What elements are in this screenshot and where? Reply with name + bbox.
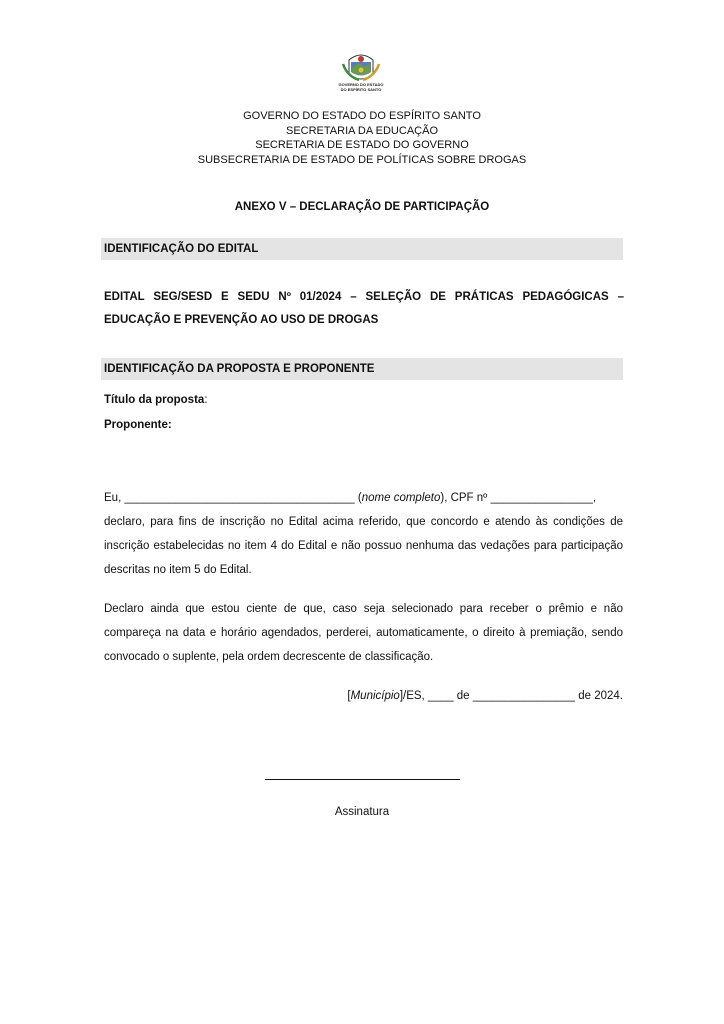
document-header [0, 109, 724, 167]
declaration-paragraph-1 [104, 486, 623, 582]
signature-line [265, 779, 460, 780]
place-date-line [104, 690, 623, 702]
declaration-cpf-blank: ), CPF nº ________________, [440, 492, 597, 504]
proponent-field [104, 419, 172, 431]
annex-title: ANEXO V – DECLARAÇÃO DE PARTICIPAÇÃO [234, 201, 490, 213]
full-name-hint: nome completo [361, 492, 441, 504]
header-line-education: SECRETARIA DA EDUCAÇÃO [286, 124, 438, 137]
municipality-hint: Município [350, 690, 400, 702]
proposal-title-field [104, 394, 208, 406]
declaration-first-line [104, 486, 623, 510]
declaration-name-prefix: Eu, ____________________________________ ( [104, 492, 362, 504]
signature-label: Assinatura [334, 806, 390, 818]
proposal-title-colon: : [204, 394, 208, 406]
declaration-paragraph-2: Declaro ainda que estou ciente de que, caso seja selecionado para receber o prêmio e não compareça na data e horário agendados, perderei, automaticamente, o direito à premiação, sendo convocado o suplente, pela ordem decrescente de classificação. [104, 603, 623, 663]
header-line-subsecretariat: SUBSECRETARIA DE ESTADO DE POLÍTICAS SOBRE DROGAS [197, 153, 527, 166]
dateline-rest: ]/ES, ____ de ________________ de 2024. [399, 690, 623, 702]
declaration-name-blank [104, 486, 596, 510]
section-edital-title: IDENTIFICAÇÃO DO EDITAL [101, 238, 623, 260]
header-line-government: GOVERNO DO ESTADO DO ESPÍRITO SANTO [243, 110, 481, 122]
declaration-body: declaro, para fins de inscrição no Edital acima referido, que concordo e atendo às condições de inscrição estabelecidas no item 4 do Edital e não possuo nenhuma das vedações para participação descritas no item 5 do Edital. [104, 516, 623, 576]
proponent-label: Proponente: [104, 419, 172, 431]
seal-caption-line1: GOVERNO DO ESTADO [338, 82, 384, 87]
header-line-secretariat: SECRETARIA DE ESTADO DO GOVERNO [255, 139, 469, 151]
seal-caption-line2: DO ESPÍRITO SANTO [340, 87, 382, 92]
edital-identification-text: EDITAL SEG/SESD E SEDU Nº 01/2024 – SELEÇÃO DE PRÁTICAS PEDAGÓGICAS – EDUCAÇÃO E PREVENÇÃO AO USO DE DROGAS [104, 291, 624, 326]
proposal-title-label: Título da proposta [104, 394, 205, 406]
seal-caption [334, 82, 388, 92]
dateline-open-bracket: [ [347, 690, 351, 702]
section-proposal-title: IDENTIFICAÇÃO DA PROPOSTA E PROPONENTE [101, 358, 623, 380]
